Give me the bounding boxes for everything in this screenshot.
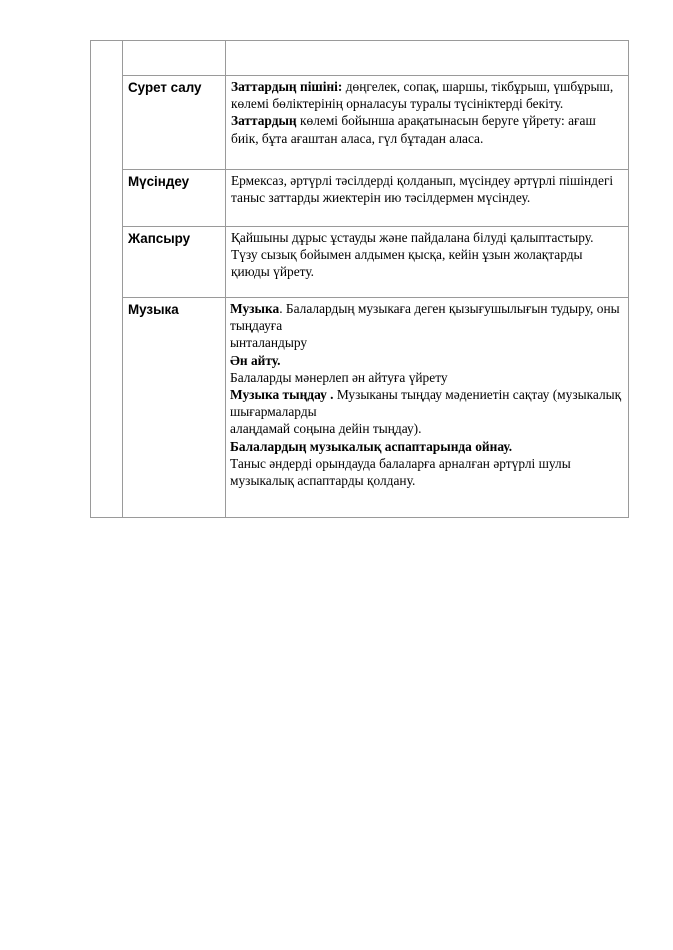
subject-cell xyxy=(123,227,226,298)
content-paragraph: Музыка. Балалардың музыкаға деген қызығушылығын тудыру, оны тыңдауға xyxy=(230,301,620,334)
content-paragraph: Заттардың пішіні: дөңгелек, сопақ, шаршы, тікбұрыш, үшбұрыш, көлемі бөліктерінің орналасуы туралы түсініктерді бекіту. xyxy=(231,79,614,112)
content-paragraph: алаңдамай соңына дейін тыңдау). xyxy=(230,421,422,437)
subject-cell xyxy=(123,298,226,518)
content-paragraph: Заттардың көлемі бойынша арақатынасын беруге үйрету: ағаш биік, бұта ағаштан аласа, гүл бұтадан аласа. xyxy=(231,113,596,146)
subject-label: Сурет салу xyxy=(128,80,202,95)
content-paragraph: Таныс әндерді орындауда балаларға арналған әртүрлі шулы музыкалық аспаптарды қолдану. xyxy=(230,455,571,489)
table-row xyxy=(91,170,629,227)
curriculum-table xyxy=(90,40,629,518)
subject-cell xyxy=(123,170,226,227)
content-paragraph: Түзу сызық бойымен алдымен қысқа, кейін ұзын жолақтарды қиюды үйрету. xyxy=(231,247,583,280)
content-cell xyxy=(226,41,629,76)
content-paragraph: Қайшыны дұрыс ұстауды және пайдалана білуді қалыптастыру. xyxy=(231,230,594,245)
content-paragraph: Балалардың музыкалық аспаптарында ойнау. xyxy=(230,438,513,454)
subject-cell xyxy=(123,76,226,170)
table-row xyxy=(91,298,629,518)
content-paragraph: ынталандыру xyxy=(230,335,308,351)
content-cell xyxy=(226,76,629,170)
day-cell xyxy=(91,41,123,518)
content-cell xyxy=(226,227,629,298)
subject-cell xyxy=(123,41,226,76)
table-row xyxy=(91,41,629,76)
content-paragraph: Ермексаз, әртүрлі тәсілдерді қолданып, мүсіндеу әртүрлі пішіндегі таныс заттарды жиектерін ию тәсілдермен мүсіндеу. xyxy=(231,173,614,206)
content-cell xyxy=(226,170,629,227)
subject-label: Жапсыру xyxy=(128,231,191,246)
content-paragraph: Балаларды мәнерлеп ән айтуға үйрету xyxy=(230,369,448,385)
content-paragraph: Ән айту. xyxy=(230,352,281,368)
subject-label: Мүсіндеу xyxy=(128,174,190,189)
table-row xyxy=(91,227,629,298)
content-cell xyxy=(226,298,629,518)
table-row xyxy=(91,76,629,170)
content-paragraph: Музыка тыңдау . Музыканы тыңдау мәдениетін сақтау (музыкалық шығармаларды xyxy=(230,387,622,420)
subject-label: Музыка xyxy=(128,302,179,317)
